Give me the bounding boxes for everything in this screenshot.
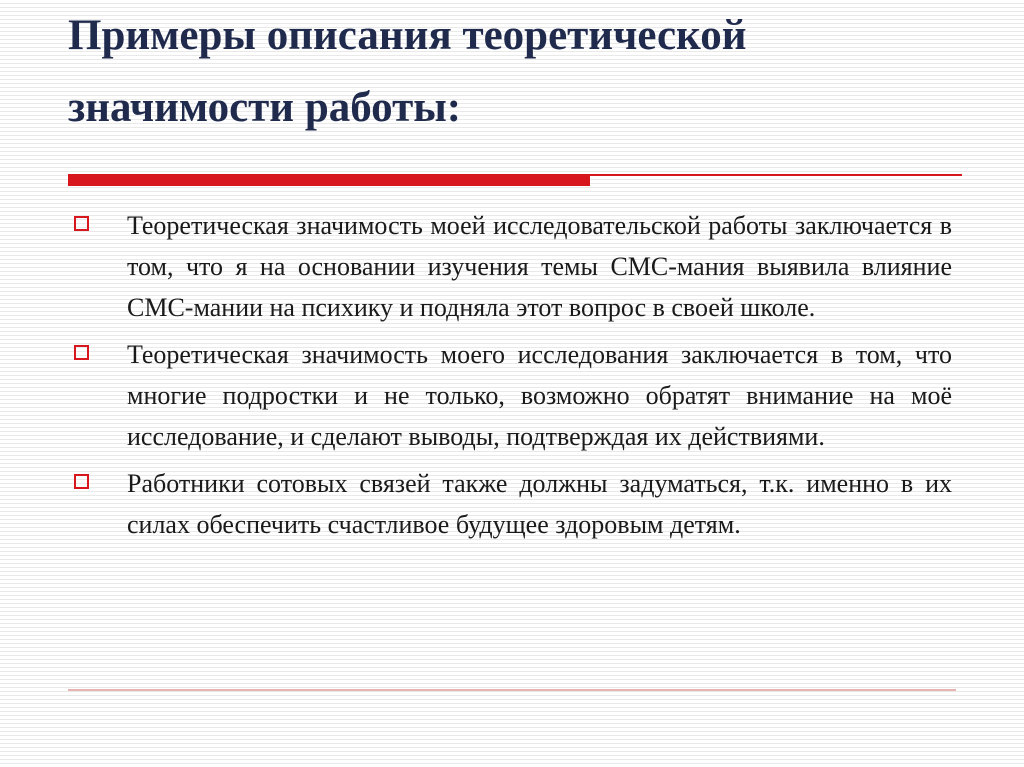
bullet-text: Теоретическая значимость моего исследования заключается в том, что многие подростки и не только, возможно обратят внимание на моё исследование, и сделают выводы, подтверждая их действиями. — [127, 340, 952, 451]
bottom-divider — [68, 689, 956, 691]
bullet-list — [74, 205, 952, 551]
hollow-square-bullet-icon — [74, 474, 89, 489]
bullet-item — [74, 205, 952, 328]
bullet-item — [74, 463, 952, 545]
slide-title: Примеры описания теоретической значимости работы: — [68, 12, 747, 131]
bullet-text: Работники сотовых связей также должны задуматься, т.к. именно в их силах обеспечить счастливое будущее здоровым детям. — [127, 469, 952, 539]
title-divider-thick — [68, 174, 590, 186]
hollow-square-bullet-icon — [74, 216, 89, 231]
bullet-text: Теоретическая значимость моей исследовательской работы заключается в том, что я на основании изучения темы СМС-мания выявила влияние СМС-мании на психику и подняла этот вопрос в своей школе. — [127, 211, 952, 322]
title-divider-thin — [590, 174, 962, 176]
hollow-square-bullet-icon — [74, 345, 89, 360]
bullet-item — [74, 334, 952, 457]
